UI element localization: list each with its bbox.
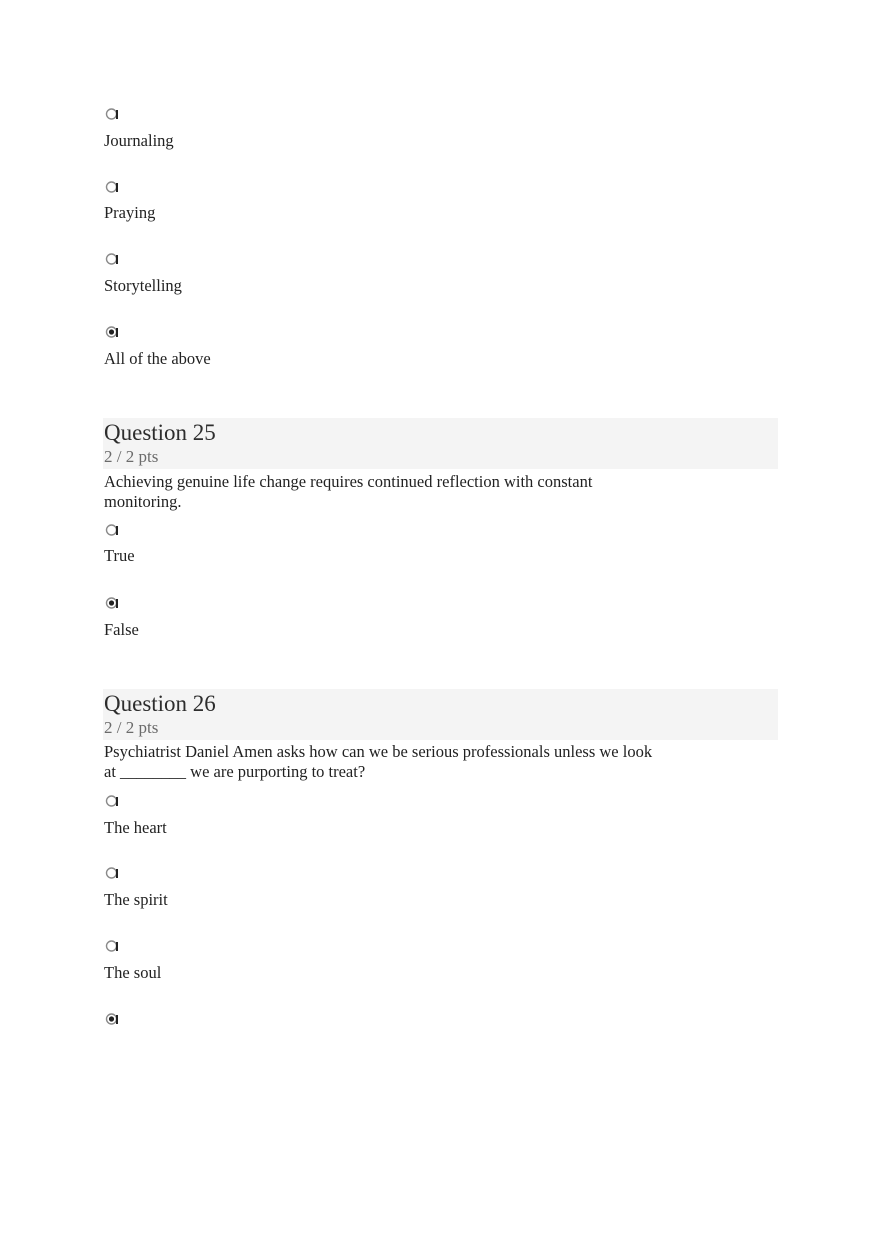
radio-unselected-icon[interactable]	[105, 523, 119, 537]
radio-unselected-icon[interactable]	[105, 180, 119, 194]
question-title: Question 26	[104, 691, 216, 716]
question-points: 2 / 2 pts	[104, 447, 159, 466]
radio-unselected-icon[interactable]	[105, 252, 119, 266]
question-header	[103, 689, 778, 740]
option-label: False	[104, 620, 139, 639]
question-title: Question 25	[104, 420, 216, 445]
radio-unselected-icon[interactable]	[105, 939, 119, 953]
question-text: Psychiatrist Daniel Amen asks how can we be serious professionals unless we look at ________ we are purporting to treat?	[104, 742, 653, 781]
option-label: Praying	[104, 203, 156, 222]
option-label: Journaling	[104, 131, 174, 150]
radio-unselected-icon[interactable]	[105, 107, 119, 121]
radio-selected-icon[interactable]	[105, 1012, 119, 1026]
option-label: The heart	[104, 818, 167, 837]
option-label: True	[104, 546, 135, 565]
radio-unselected-icon[interactable]	[105, 794, 119, 808]
radio-selected-icon[interactable]	[105, 596, 119, 610]
option-label: Storytelling	[104, 276, 182, 295]
question-points: 2 / 2 pts	[104, 718, 159, 737]
option-label: All of the above	[104, 349, 211, 368]
option-label: The spirit	[104, 890, 168, 909]
option-label: The soul	[104, 963, 162, 982]
radio-selected-icon[interactable]	[105, 325, 119, 339]
question-header	[103, 418, 778, 469]
radio-unselected-icon[interactable]	[105, 866, 119, 880]
question-text: Achieving genuine life change requires continued reflection with constant monitoring.	[104, 472, 593, 511]
